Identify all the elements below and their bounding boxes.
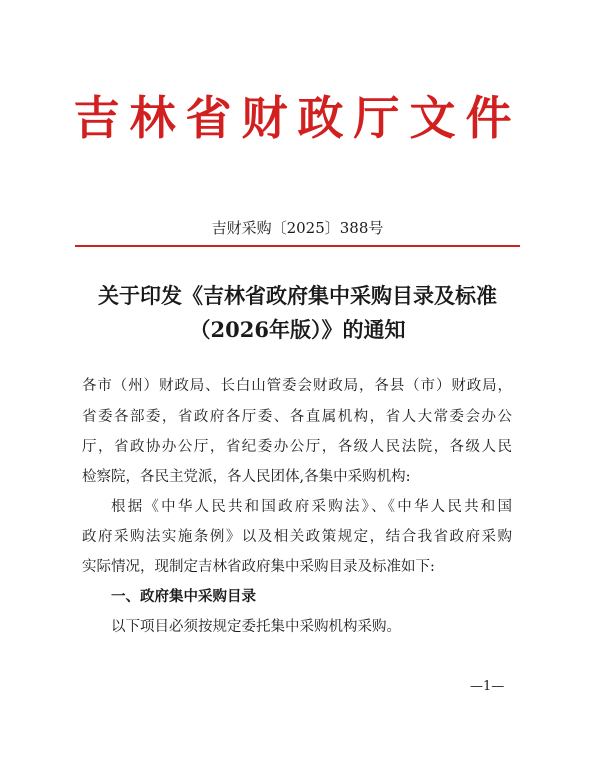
addressee-line-1: 各市（州）财政局、长白山管委会财政局，各县（市）财政局， <box>82 378 512 394</box>
red-divider-line <box>75 245 520 247</box>
document-title-line-2: （2026年版）》的通知 <box>189 317 406 342</box>
page-number: —1— <box>470 679 505 694</box>
addressee-line-4: 检察院，各民主党派，各人民团体,各集中采购机构: <box>82 469 411 485</box>
paragraph-line-2: 政府采购法实施条例》以及相关政策规定，结合我省政府采购 <box>82 529 512 545</box>
document-title-line-1: 关于印发《吉林省政府集中采购目录及标准 <box>98 283 497 308</box>
document-masthead: 吉林省财政厅文件 <box>73 91 522 145</box>
section-heading: 一、政府集中采购目录 <box>111 589 256 605</box>
addressee-line-2: 省委各部委，省政府各厅委、各直属机构，省人大常委会办公 <box>82 409 512 425</box>
paragraph-line-1: 根据《中华人民共和国政府采购法》、《中华人民共和国 <box>111 499 512 515</box>
document-number: 吉财采购〔2025〕388号 <box>211 219 384 237</box>
paragraph-line-3: 实际情况，现制定吉林省政府集中采购目录及标准如下: <box>82 559 435 575</box>
section-text: 以下项目必须按规定委托集中采购机构采购。 <box>111 619 401 635</box>
addressee-line-3: 厅，省政协办公厅，省纪委办公厅，各级人民法院，各级人民 <box>82 439 512 455</box>
